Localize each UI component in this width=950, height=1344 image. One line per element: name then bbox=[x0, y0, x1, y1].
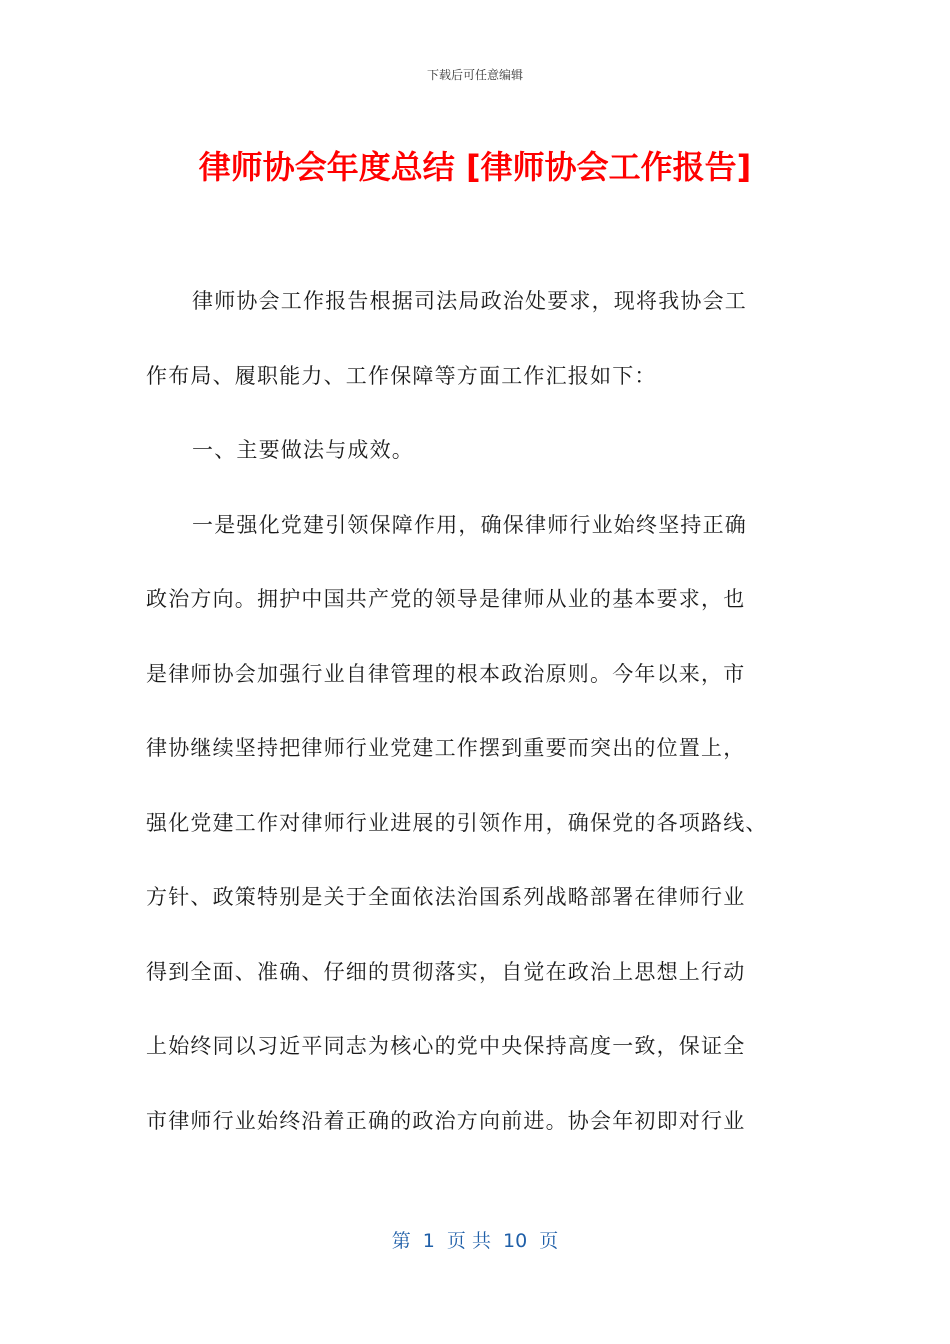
paragraph-line: 律协继续坚持把律师行业党建工作摆到重要而突出的位置上， bbox=[146, 736, 746, 760]
paragraph-line: 强化党建工作对律师行业进展的引领作用，确保党的各项路线、 bbox=[146, 810, 768, 835]
paragraph-line: 方针、政策特别是关于全面依法治国系列战略部署在律师行业 bbox=[146, 885, 746, 909]
section-heading: 一、主要做法与成效。 bbox=[192, 438, 414, 462]
paragraph-line: 是律师协会加强行业自律管理的根本政治原则。今年以来，市 bbox=[146, 661, 746, 686]
paragraph-line: 上始终同以习近平同志为核心的党中央保持高度一致，保证全 bbox=[146, 1034, 746, 1058]
paragraph-line: 市律师行业始终沿着正确的政治方向前进。协会年初即对行业 bbox=[146, 1108, 746, 1133]
paragraph-line: 作布局、履职能力、工作保障等方面工作汇报如下： bbox=[146, 363, 657, 388]
document-title: 律师协会年度总结 [律师协会工作报告] bbox=[198, 148, 752, 186]
header-note: 下载后可任意编辑 bbox=[426, 68, 523, 82]
paragraph-line: 律师协会工作报告根据司法局政治处要求，现将我协会工 bbox=[192, 289, 747, 313]
paragraph-line: 一是强化党建引领保障作用，确保律师行业始终坚持正确 bbox=[192, 512, 747, 537]
page-number-footer: 第 1 页 共 10 页 bbox=[391, 1230, 559, 1252]
paragraph-line: 政治方向。拥护中国共产党的领导是律师从业的基本要求，也 bbox=[146, 587, 746, 611]
document-body bbox=[146, 264, 810, 1158]
paragraph-line: 得到全面、准确、仔细的贯彻落实，自觉在政治上思想上行动 bbox=[146, 959, 746, 984]
